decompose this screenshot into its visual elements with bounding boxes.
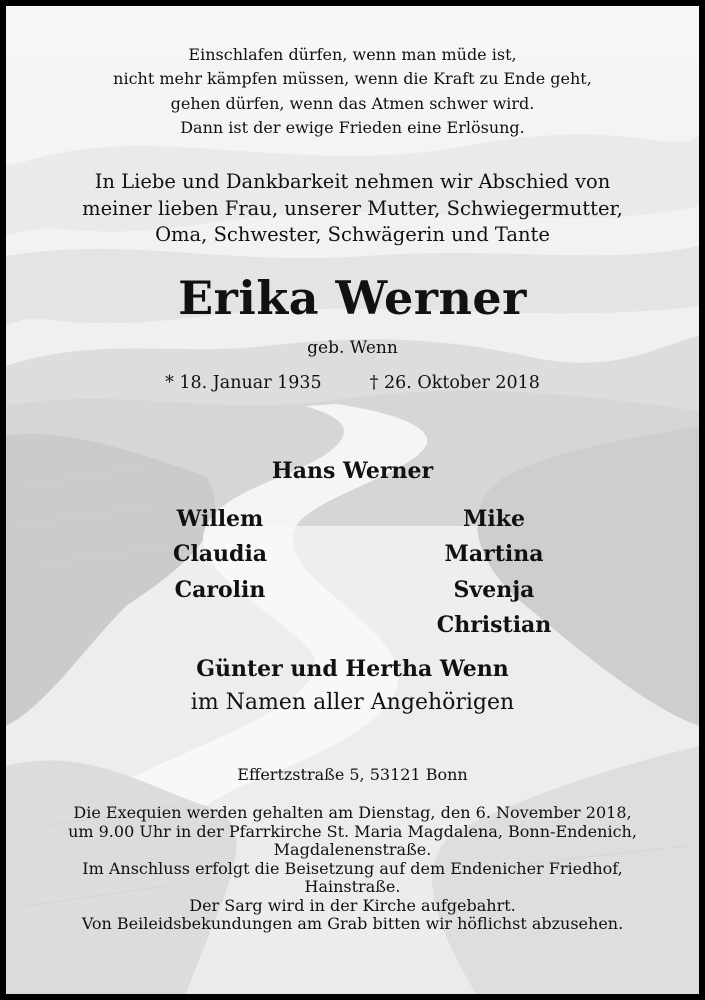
mourner-name: Claudia — [172, 541, 268, 568]
notice-line: Von Beileidsbekundungen am Grab bitten wir höflichst abzusehen. — [81, 914, 624, 933]
mourner-name: Willem — [176, 506, 264, 532]
on-behalf-text: im Namen aller Angehörigen — [190, 690, 515, 715]
notice-line: Der Sarg wird in der Kirche aufgebahrt. — [189, 895, 516, 915]
mourner-name: Carolin — [174, 576, 266, 603]
mourner-name: Martina — [444, 541, 544, 568]
poem-line: Einschlafen dürfen, wenn man müde ist, — [188, 45, 517, 64]
notice-line: Hainstraße. — [304, 877, 401, 896]
life-dates — [6, 370, 699, 396]
mourner-name: Christian — [436, 611, 552, 638]
husband-name: Hans Werner — [271, 458, 434, 484]
death-date: † 26. Oktober 2018 — [369, 373, 540, 393]
mourner-name: Mike — [463, 506, 525, 532]
funeral-notice — [6, 804, 699, 934]
mourners-right-column — [404, 502, 584, 643]
deceased-name: Erika Werner — [178, 271, 527, 325]
intro-line: In Liebe und Dankbarkeit nehmen wir Abschied von — [94, 170, 611, 193]
farewell-intro — [6, 169, 699, 249]
birth-date: * 18. Januar 1935 — [165, 373, 322, 393]
notice-line: Im Anschluss erfolgt die Beisetzung auf dem Endenicher Friedhof, — [82, 858, 623, 878]
family-address: Effertzstraße 5, 53121 Bonn — [237, 765, 468, 784]
intro-line: Oma, Schwester, Schwägerin und Tante — [155, 223, 550, 246]
obituary-content — [6, 6, 699, 994]
mourners-left-column — [130, 502, 310, 608]
birth-name: geb. Wenn — [307, 338, 398, 358]
notice-line: um 9.00 Uhr in der Pfarrkirche St. Maria Magdalena, Bonn-Endenich, — [68, 821, 637, 841]
poem — [6, 43, 699, 140]
poem-line: nicht mehr kämpfen müssen, wenn die Kraft zu Ende geht, — [113, 69, 592, 89]
siblings-names: Günter und Hertha Wenn — [196, 656, 509, 682]
intro-line: meiner lieben Frau, unserer Mutter, Schwiegermutter, — [82, 196, 623, 220]
poem-line: gehen dürfen, wenn das Atmen schwer wird. — [170, 93, 535, 113]
notice-line: Magdalenenstraße. — [273, 840, 432, 859]
notice-line: Die Exequien werden gehalten am Dienstag, den 6. November 2018, — [73, 803, 632, 822]
mourner-name: Svenja — [453, 576, 535, 603]
poem-line: Dann ist der ewige Frieden eine Erlösung. — [180, 117, 525, 137]
